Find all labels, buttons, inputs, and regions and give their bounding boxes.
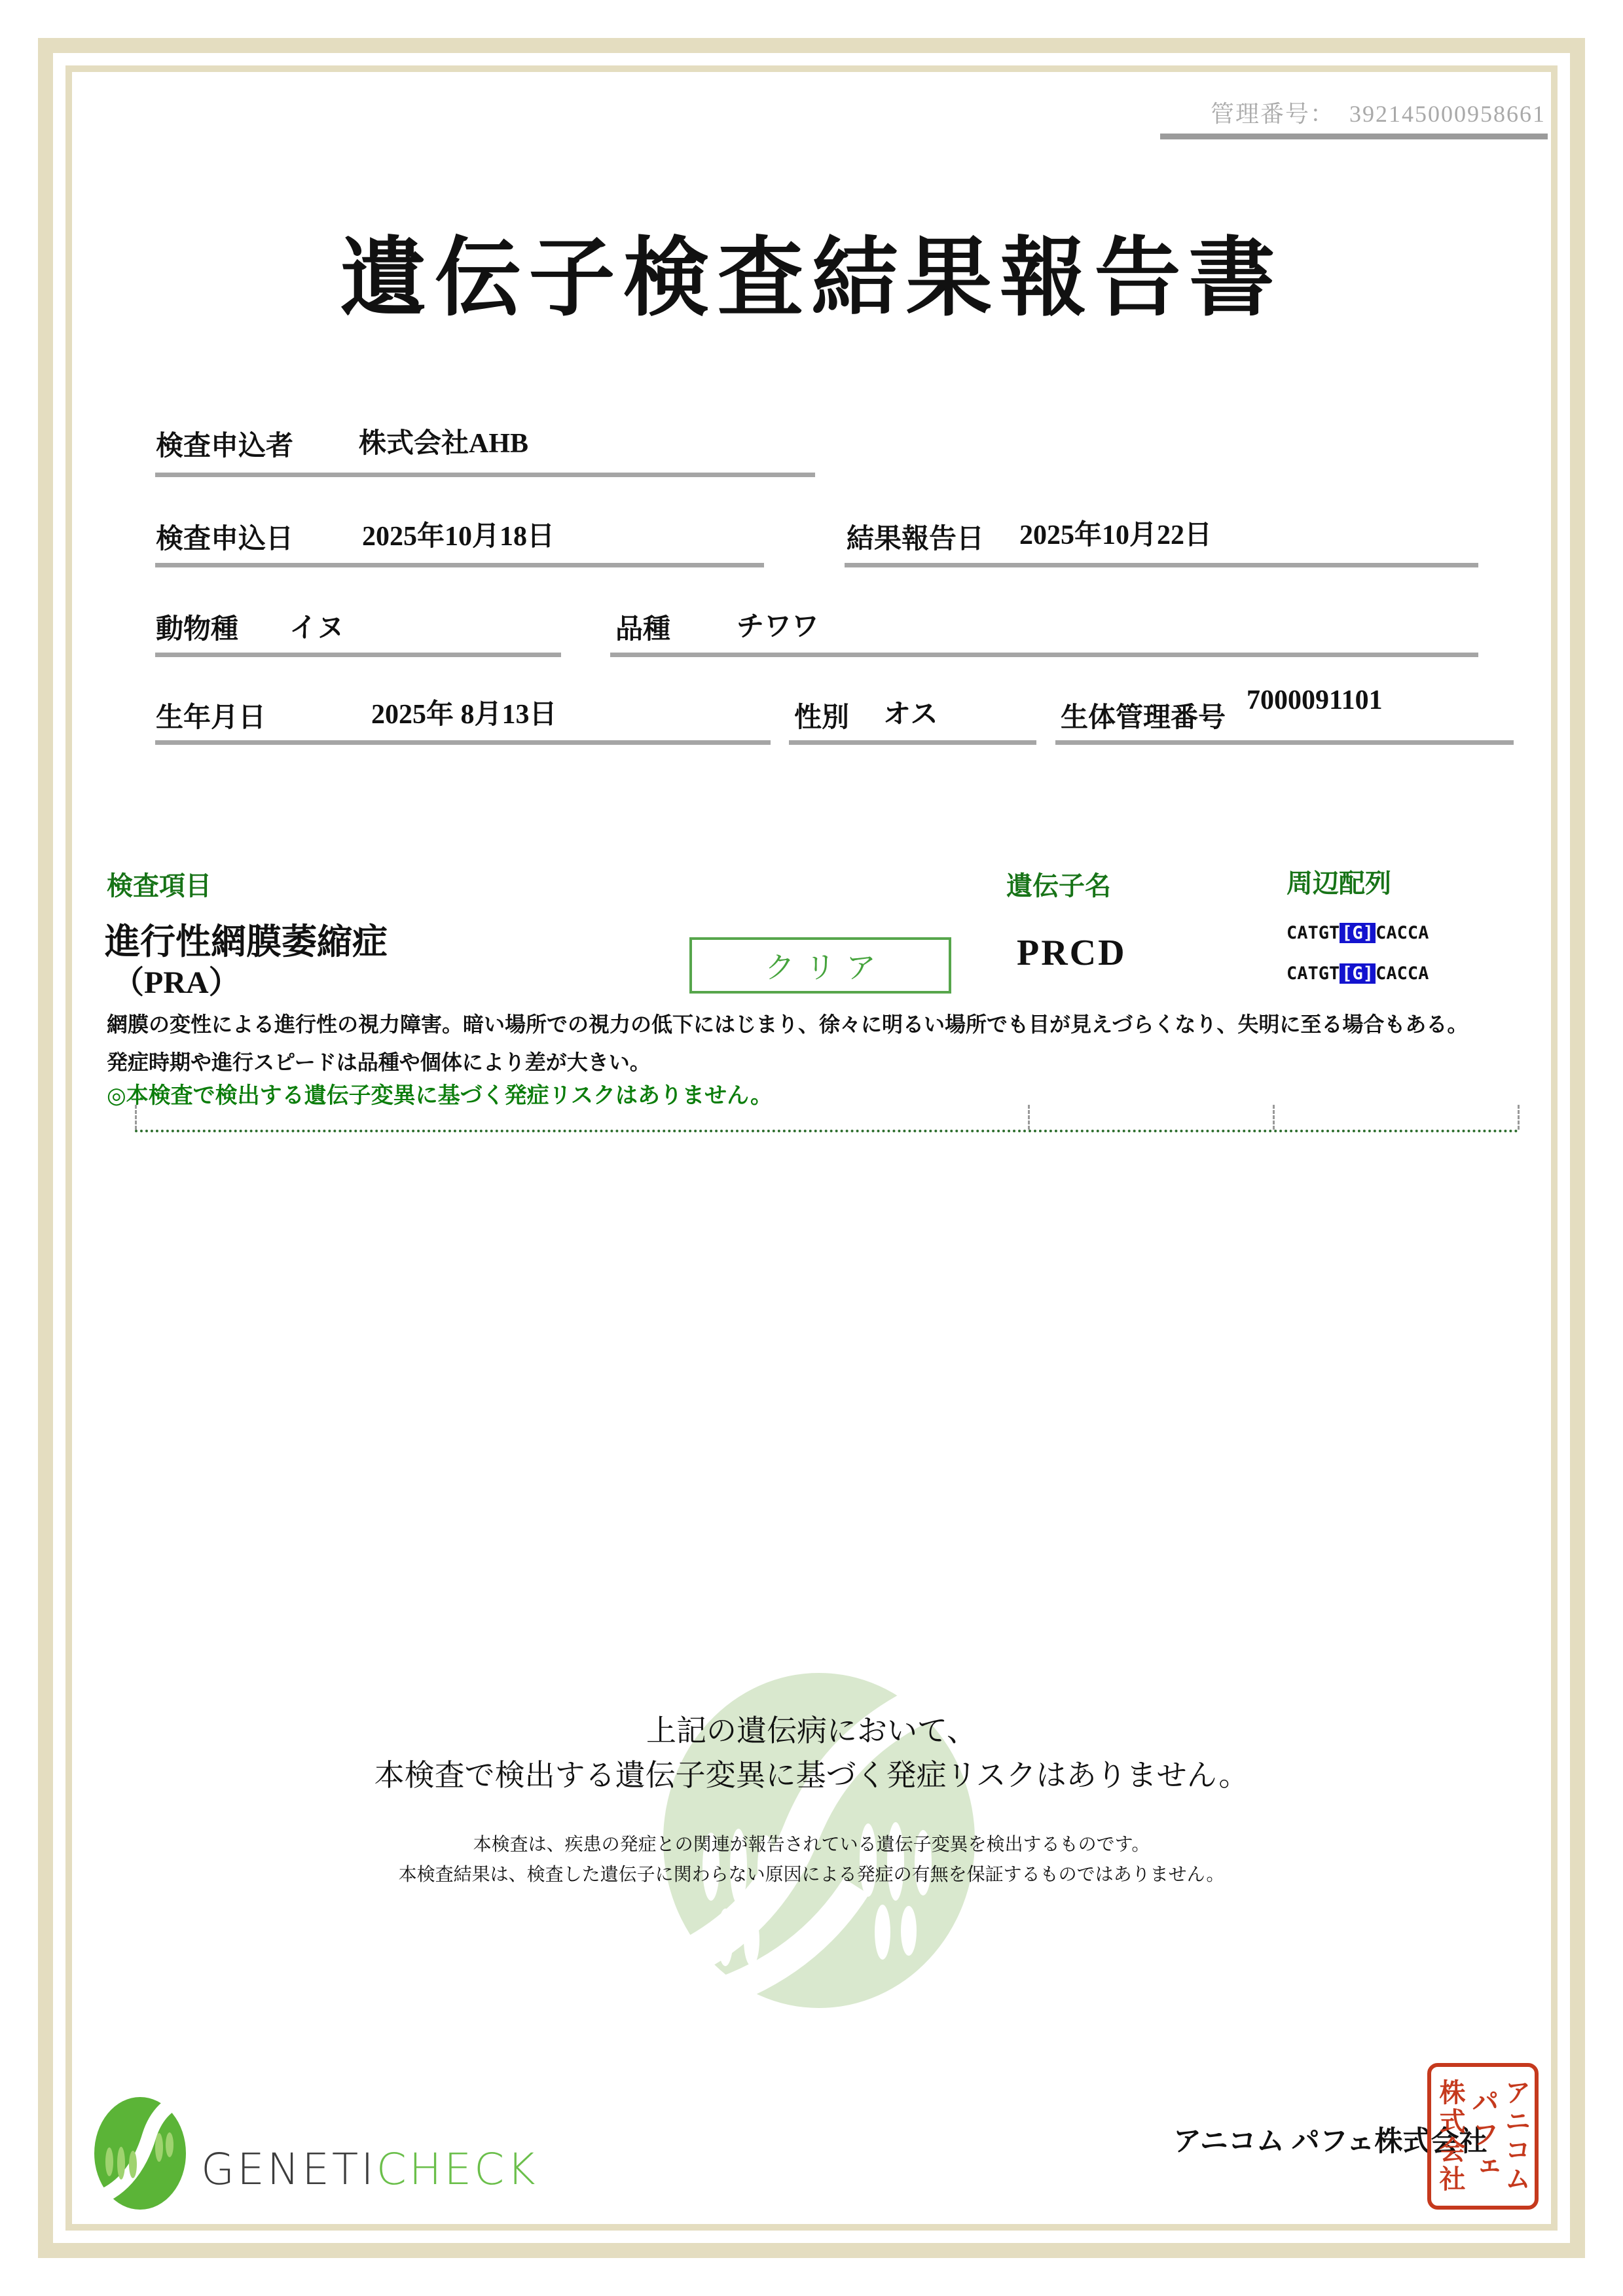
report-date-label: 結果報告日 xyxy=(847,524,985,554)
birth-date-value: 2025年 8月13日 xyxy=(371,700,557,730)
breed-value: チワワ xyxy=(737,612,820,642)
test-item-abbreviation: （PRA） xyxy=(113,965,240,1000)
sequence-line-2 xyxy=(1286,963,1429,984)
management-number xyxy=(1211,96,1546,129)
seal-column-right: アニコム xyxy=(1501,2079,1531,2194)
apply-date-value: 2025年10月18日 xyxy=(362,522,555,552)
gene-name-value: PRCD xyxy=(1017,933,1127,973)
company-seal xyxy=(1427,2063,1539,2210)
management-number-underline xyxy=(1160,134,1548,139)
apply-date-underline xyxy=(155,563,764,567)
seal-column-middle: パフェ xyxy=(1468,2087,1498,2185)
table-dotted-bottom-border xyxy=(135,1130,1519,1132)
birth-date-underline xyxy=(155,740,771,745)
sex-label: 性別 xyxy=(794,703,850,733)
table-dash-left xyxy=(135,1105,137,1130)
species-underline xyxy=(155,653,561,657)
management-number-spacer xyxy=(1335,101,1349,127)
applicant-label: 検査申込者 xyxy=(156,431,294,461)
summary-note1: 本検査は、疾患の発症との関連が報告されている遺伝子変異を検出するものです。 xyxy=(473,1833,1150,1855)
sequence-suffix: CACCA xyxy=(1376,963,1429,984)
applicant-value: 株式会社AHB xyxy=(359,429,529,459)
breed-underline xyxy=(610,653,1478,657)
sequence-prefix: CATGT xyxy=(1286,923,1340,943)
sex-underline xyxy=(789,740,1036,745)
sequence-prefix: CATGT xyxy=(1286,963,1340,984)
sequence-line-1 xyxy=(1286,923,1429,943)
summary-line2: 本検査で検出する遺伝子変異に基づく発症リスクはありません。 xyxy=(374,1757,1249,1793)
summary-line1: 上記の遺伝病において、 xyxy=(646,1713,977,1748)
report-date-underline xyxy=(845,563,1478,567)
company-name: アニコム パフェ株式会社 xyxy=(1173,2126,1487,2157)
result-box xyxy=(689,937,951,994)
geneticheck-logo-text xyxy=(201,2144,538,2195)
geneticheck-logo-mark xyxy=(94,2096,187,2210)
table-dash-separator-1 xyxy=(1028,1105,1030,1130)
sex-value: オス xyxy=(883,700,938,730)
page-title: 遺伝子検査結果報告書 xyxy=(340,230,1283,327)
disease-description-line2: 発症時期や進行スピードは品種や個体により差が大きい。 xyxy=(107,1050,651,1074)
gene-name-header: 遺伝子名 xyxy=(1006,871,1111,901)
management-number-label: 管理番号： xyxy=(1210,101,1335,127)
birth-date-label: 生年月日 xyxy=(156,703,266,733)
apply-date-label: 検査申込日 xyxy=(156,524,294,554)
sequence-variant-highlight: [G] xyxy=(1340,963,1376,984)
logo-text-check: CHECK xyxy=(376,2144,538,2195)
animal-id-value: 7000091101 xyxy=(1247,685,1383,715)
result-value: クリア xyxy=(765,951,886,984)
sequence-suffix: CACCA xyxy=(1376,923,1429,943)
table-dash-separator-2 xyxy=(1273,1105,1275,1130)
risk-note: ◎本検査で検出する遺伝子変異に基づく発症リスクはありません。 xyxy=(107,1084,773,1108)
breed-label: 品種 xyxy=(615,615,671,645)
applicant-underline xyxy=(155,473,815,477)
animal-id-underline xyxy=(1055,740,1514,745)
seal-column-left: 株式会社 xyxy=(1436,2079,1465,2194)
logo-text-geneti: GENETI xyxy=(201,2144,376,2195)
report-date-value: 2025年10月22日 xyxy=(1019,520,1213,550)
disease-description-line1: 網膜の変性による進行性の視力障害。暗い場所での視力の低下にはじまり、徐々に明るい場所でも目が見えづらくなり、失明に至る場合もある。 xyxy=(107,1013,1468,1036)
species-label: 動物種 xyxy=(156,615,239,645)
management-number-value: 392145000958661 xyxy=(1349,101,1546,127)
test-item-header: 検査項目 xyxy=(107,871,211,901)
table-dash-right xyxy=(1518,1105,1520,1130)
sequence-header: 周辺配列 xyxy=(1286,869,1391,898)
summary-note2: 本検査結果は、検査した遺伝子に関わらない原因による発症の有無を保証するものではありません。 xyxy=(398,1863,1225,1885)
species-value: イヌ xyxy=(289,613,345,643)
animal-id-label: 生体管理番号 xyxy=(1061,703,1226,733)
sequence-variant-highlight: [G] xyxy=(1340,923,1376,943)
test-item-name: 進行性網膜萎縮症 xyxy=(105,922,388,961)
